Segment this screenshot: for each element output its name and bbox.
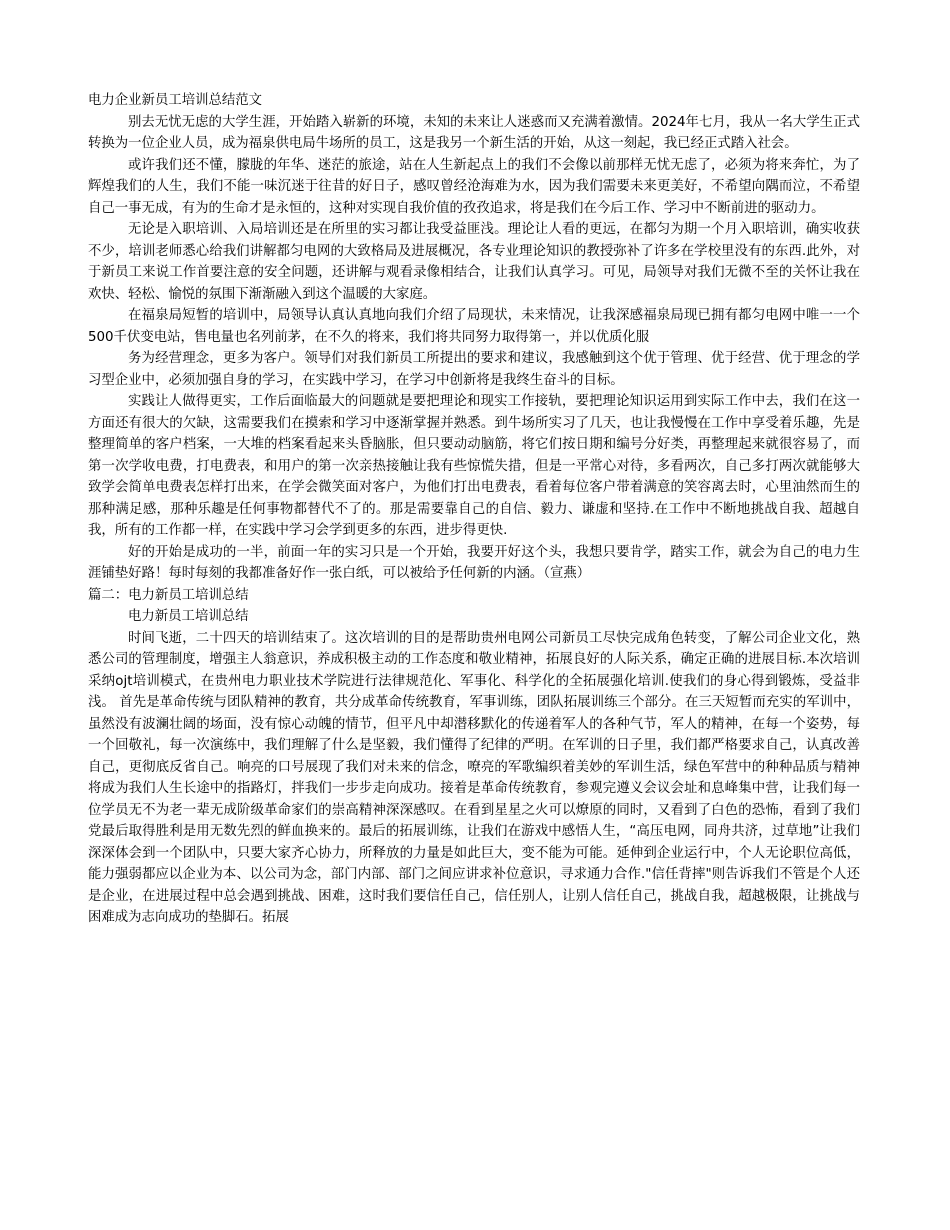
paragraph: 好的开始是成功的一半，前面一年的实习只是一个开始，我要开好这个头，我想只要肯学，踏实工作，就会为自己的电力生涯铺垫好路！每时每刻的我都准备好作一张白纸，可以被给予任何新的内涵。（宣燕）	[88, 544, 860, 581]
section-subheading: 电力新员工培训总结	[128, 609, 249, 624]
paragraph: 或许我们还不懂，朦胧的年华、迷茫的旅途，站在人生新起点上的我们不会像以前那样无忧无虑了，必须为将来奔忙，为了辉煌我们的人生，我们不能一味沉迷于往昔的好日子，感叹曾经沧海难为水，因为我们需要未来更美好，不希望向隅而泣，不希望自己一事无成，有为的生命才是永恒的，这种对实现自我价值的孜孜追求，将是我们在今后工作、学习中不断前进的驱动力。	[88, 157, 860, 216]
paragraph: 时间飞逝，二十四天的培训结束了。这次培训的目的是帮助贵州电网公司新员工尽快完成角色转变，了解公司企业文化，熟悉公司的管理制度，增强主人翁意识，养成积极主动的工作态度和敬业精神，拓展良好的人际关系，确定正确的进展目标.本次培训采纳ojt培训模式，在贵州电力职业技术学院进行法律规范化、军事化、科学化的全拓展强化培训.使我们的身心得到锻炼，受益非浅。 首先是革命传统与团队精神的教育，共分成革命传统教育，军事训练，团队拓展训练三个部分。在三天短暂而充实的军训中，虽然没有波澜壮阔的场面，没有惊心动魄的情节，但平凡中却潜移默化的传递着军人的各种气节，军人的精神，在每一个姿势，每一个回敬礼，每一次演练中，我们理解了什么是坚毅，我们懂得了纪律的严明。在军训的日子里，我们都严格要求自己，认真改善自己，更彻底反省自己。响亮的口号展现了我们对未来的信念，嘹亮的军歌编织着美妙的军训生活，绿色军营中的种种品质与精神将成为我们人生长途中的指路灯，拌我们一步步走向成功。接着是革命传统教育，参观完遵义会议会址和息峰集中营，让我们每一位学员无不为老一辈无成阶级革命家们的崇高精神深深感叹。在看到星星之火可以燎原的同时，又看到了白色的恐怖，看到了我们党最后取得胜利是用无数先烈的鲜血换来的。最后的拓展训练，让我们在游戏中感悟人生，“高压电网，同舟共济，过草地”让我们深深体会到一个团队中，只要大家齐心协力，所释放的力量是如此巨大，变不能为可能。延伸到企业运行中，个人无论职位高低，能力强弱都应以企业为本、以公司为念，部门内部、部门之间应讲求补位意识，寻求通力合作."信任背摔"则告诉我们不管是个人还是企业，在进展过程中总会遇到挑战、困难，这时我们要信任自己，信任别人，让别人信任自己，挑战自我，超越极限，让挑战与困难成为志向成功的垫脚石。拓展	[88, 630, 860, 925]
section-heading: 篇二：电力新员工培训总结	[88, 587, 249, 603]
paragraph: 在福泉局短暂的培训中，局领导认真认真地向我们介绍了局现状，未来情况，让我深感福泉局现已拥有都匀电网中唯一一个500千伏变电站，售电量也名列前茅，在不久的将来，我们将共同努力取得第一，并以优质化服	[88, 308, 860, 345]
document-page	[88, 90, 860, 929]
paragraph: 实践让人做得更实，工作后面临最大的问题就是要把理论和现实工作接轨，要把理论知识运用到实际工作中去，我们在这一方面还有很大的欠缺，这需要我们在摸索和学习中逐渐掌握并熟悉。到牛场所实习了几天，也让我慢慢在工作中享受着乐趣，先是整理简单的客户档案，一大堆的档案看起来头昏脑胀，但只要动动脑筋，将它们按日期和编号分好类，再整理起来就很容易了，而第一次学收电费，打电费表，和用户的第一次亲热接触让我有些惊慌失措，但是一平常心对待，多看两次，自己多打两次就能够大致学会简单电费表怎样打出来，在学会微笑面对客户，为他们打出电费表，看着每位客户带着满意的笑容离去时，心里油然而生的那种满足感，那种乐趣是任何事物都替代不了的。那是需要靠自己的自信、毅力、谦虚和坚持.在工作中不断地挑战自我、超越自我，所有的工作都一样，在实践中学习会学到更多的东西，进步得更快.	[88, 394, 860, 538]
paragraph: 无论是入职培训、入局培训还是在所里的实习都让我受益匪浅。理论让人看的更远，在都匀为期一个月入职培训，确实收获不少，培训老师悉心给我们讲解都匀电网的大致格局及进展概况，各专业理论知识的教授弥补了许多在学校里没有的东西.此外，对于新员工来说工作首要注意的安全问题，还讲解与观看录像相结合，让我们认真学习。可见，局领导对我们无微不至的关怀让我在欢快、轻松、愉悦的氛围下渐渐融入到这个温暖的大家庭。	[88, 222, 860, 302]
paragraph: 别去无忧无虑的大学生涯，开始踏入崭新的环境，未知的未来让人迷惑而又充满着激情。2024年七月，我从一名大学生正式转换为一位企业人员，成为福泉供电局牛场所的员工，这是我另一个新生活的开始，从这一刻起，我已经正式踏入社会。	[88, 114, 860, 151]
paragraph: 务为经营理念，更多为客户。领导们对我们新员工所提出的要求和建议，我感触到这个优于管理、优于经营、优于理念的学习型企业中，必须加强自身的学习，在实践中学习，在学习中创新将是我终生奋斗的目标。	[88, 351, 860, 388]
document-title: 电力企业新员工培训总结范文	[88, 93, 263, 108]
